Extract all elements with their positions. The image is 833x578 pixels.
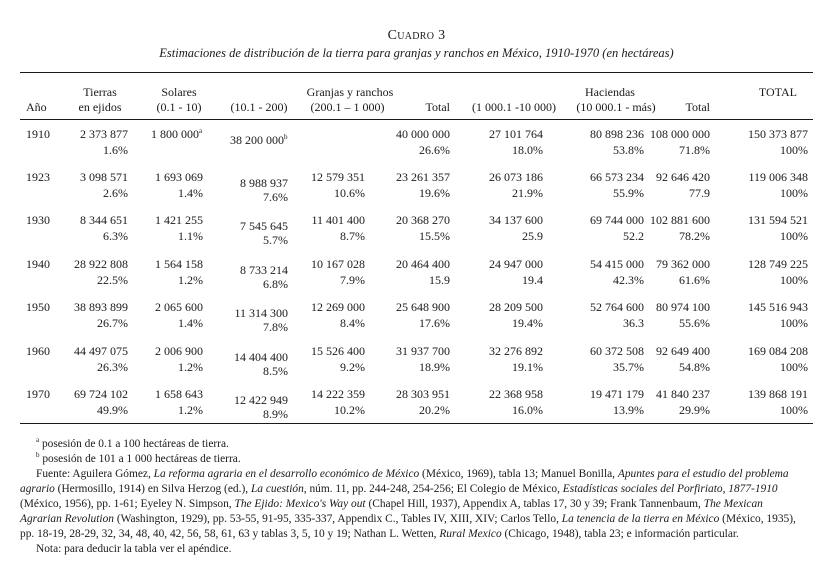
source-line-2 (20, 482, 820, 497)
cell-year: 1970 (26, 387, 50, 401)
footnote-b-mark: b (36, 451, 40, 460)
cell-h2-percent: 36.3 (623, 316, 644, 330)
top-rule (20, 72, 813, 73)
cell-h1-percent: 19.4% (512, 316, 543, 330)
header-solares-line2: (0.1 - 10) (156, 100, 202, 114)
cell-ejidos: 2 373 877 (80, 127, 128, 141)
cell-h1: 24 947 000 (489, 257, 543, 271)
cell-solares-percent: 1.1% (178, 229, 203, 243)
cell-ejidos: 44 497 075 (74, 344, 128, 358)
cell-g1-percent: 7.8% (263, 320, 288, 334)
cell-gt-percent: 26.6% (419, 143, 450, 157)
cell-solares-percent: 1.2% (178, 360, 203, 374)
cell-h1-percent: 16.0% (512, 403, 543, 417)
cell-g2-percent: 7.9% (340, 273, 365, 287)
cell-ht: 92 646 420 (656, 170, 710, 184)
source-title: Estadísticas sociales del Porfiriato, 1877-1910 (562, 483, 778, 495)
cell-gt: 28 303 951 (396, 387, 450, 401)
source-text: Fuente: Aguilera Gómez, (36, 468, 154, 480)
cell-h1-percent: 21.9% (512, 186, 543, 200)
bottom-rule (20, 423, 813, 424)
source-text: (Chicago, 1948), tabla 23; e información particular. (501, 528, 739, 540)
source-text: (Chapel Hill, 1937), Appendix A, tablas 17, 30 y 39; Frank Tannenbaum, (365, 498, 704, 510)
cell-h2-percent: 53.8% (613, 143, 644, 157)
cell-gt-percent: 17.6% (419, 316, 450, 330)
cell-g1: 12 422 949 (234, 393, 288, 407)
cell-g1: 8 733 214 (240, 263, 288, 277)
header-haciendas-1000-10000: (1 000.1 -10 000) (472, 100, 556, 114)
source-line-3 (20, 497, 820, 512)
cell-gt: 23 261 357 (396, 170, 450, 184)
cell-h2: 66 573 234 (590, 170, 644, 184)
cell-ht-percent: 77.9 (689, 186, 710, 200)
header-granjas-200-1000: (200.1 – 1 000) (310, 100, 385, 114)
cell-ejidos: 69 724 102 (74, 387, 128, 401)
cell-gt: 40 000 000 (396, 127, 450, 141)
cell-gt-percent: 15.5% (419, 229, 450, 243)
cell-g1-percent: 5.7% (263, 233, 288, 247)
table-notes (20, 437, 820, 557)
cell-h1: 32 276 892 (489, 344, 543, 358)
cell-h2-percent: 35.7% (613, 360, 644, 374)
cell-tot-percent: 100% (780, 229, 808, 243)
footnote-marker-wrap (199, 127, 202, 141)
cell-tot: 150 373 877 (748, 127, 808, 141)
cell-tot: 145 516 943 (748, 300, 808, 314)
cell-g1-percent: 8.5% (263, 364, 288, 378)
cell-h2: 19 471 179 (590, 387, 644, 401)
cell-gt-percent: 20.2% (419, 403, 450, 417)
cell-ht-percent: 29.9% (679, 403, 710, 417)
cell-ejidos: 38 893 899 (74, 300, 128, 314)
cell-gt-percent: 19.6% (419, 186, 450, 200)
source-text: (México, 1935), (719, 513, 796, 525)
cell-ejidos-percent: 26.3% (97, 360, 128, 374)
source-text: (México, 1956), pp. 1-61; Eyeley N. Simpson, (20, 498, 235, 510)
cell-ht-percent: 54.8% (679, 360, 710, 374)
cell-solares: 1 564 158 (155, 257, 203, 271)
cell-tot-percent: 100% (780, 316, 808, 330)
source-title: Apuntes para el estudio del problema (617, 468, 789, 480)
cell-h2-percent: 42.3% (613, 273, 644, 287)
cell-year: 1910 (26, 127, 50, 141)
header-year: Año (26, 100, 47, 114)
cell-gt: 20 368 270 (396, 213, 450, 227)
source-text: (México, 1969), tabla 13; Manuel Bonilla, (419, 468, 618, 480)
cell-g1: 14 404 400 (234, 350, 288, 364)
cell-ejidos-percent: 22.5% (97, 273, 128, 287)
cell-ejidos-percent: 2.6% (103, 186, 128, 200)
cell-year: 1960 (26, 344, 50, 358)
header-haciendas-10000-mas: (10 000.1 - más) (576, 100, 656, 114)
cell-ht-percent: 55.6% (679, 316, 710, 330)
cell-ejidos-percent: 6.3% (103, 229, 128, 243)
header-ejidos-line2: en ejidos (78, 100, 122, 114)
cell-ejidos: 3 098 571 (80, 170, 128, 184)
cell-ht: 80 974 100 (656, 300, 710, 314)
cell-h2: 60 372 508 (590, 344, 644, 358)
footnote-b-text: posesión de 101 a 1 000 hectáreas de tierra. (39, 453, 241, 465)
cell-h2-percent: 52.2 (623, 229, 644, 243)
cell-g1-percent: 8.9% (263, 407, 288, 421)
cell-h2-percent: 13.9% (613, 403, 644, 417)
cell-solares-percent: 1.2% (178, 273, 203, 287)
cell-g2-percent: 8.4% (340, 316, 365, 330)
cell-gt: 25 648 900 (396, 300, 450, 314)
cell-tot: 119 006 348 (748, 170, 808, 184)
cell-h2: 80 898 236 (590, 127, 644, 141)
cell-solares: 1 421 255 (155, 213, 203, 227)
cell-h1: 34 137 600 (489, 213, 543, 227)
source-title: Rural Mexico (439, 528, 502, 540)
cell-g1-percent: 7.6% (263, 190, 288, 204)
cell-g2: 11 401 400 (311, 213, 365, 227)
footnote-marker-wrap (284, 133, 288, 147)
cell-g2: 15 526 400 (311, 344, 365, 358)
cell-solares-percent: 1.4% (178, 186, 203, 200)
header-rule (20, 119, 813, 120)
cell-h2-percent: 55.9% (613, 186, 644, 200)
cell-year: 1950 (26, 300, 50, 314)
footnote-a (20, 437, 820, 452)
source-title: The Ejido: Mexico's Way out (234, 498, 366, 510)
header-total: TOTAL (758, 85, 797, 99)
source-line-5 (20, 527, 820, 542)
header-granjas-10-200: (10.1 - 200) (230, 100, 288, 114)
table-note: Nota: para deducir la tabla ver el apéndice. (36, 543, 232, 555)
cell-ht: 108 000 000 (650, 127, 710, 141)
cell-ht: 92 649 400 (656, 344, 710, 358)
cell-g1: 8 988 937 (240, 176, 288, 190)
cell-g2-percent: 9.2% (340, 360, 365, 374)
footnote-b (20, 452, 820, 467)
cell-gt-percent: 18.9% (419, 360, 450, 374)
header-granjas-total: Total (425, 100, 450, 114)
cell-ht-percent: 78.2% (679, 229, 710, 243)
cell-h2: 54 415 000 (590, 257, 644, 271)
cell-g2-percent: 10.6% (334, 186, 365, 200)
cell-g2: 12 579 351 (311, 170, 365, 184)
cell-g2: 14 222 359 (311, 387, 365, 401)
cell-h1: 22 368 958 (489, 387, 543, 401)
footnote-marker: a (199, 127, 203, 135)
source-title: La tenencia de la tierra en México (561, 513, 720, 525)
cell-h1-percent: 19.1% (512, 360, 543, 374)
source-title: Agrarian Revolution (20, 513, 114, 525)
footnote-a-mark: a (36, 436, 40, 445)
cell-ht-percent: 71.8% (679, 143, 710, 157)
cell-solares: 1 658 643 (155, 387, 203, 401)
footnote-marker: b (284, 133, 288, 141)
cell-h1: 28 209 500 (489, 300, 543, 314)
cell-solares: 1 800 000 (151, 127, 199, 141)
cell-ejidos: 28 922 808 (74, 257, 128, 271)
cell-h1-percent: 19.4 (522, 273, 543, 287)
cell-g2: 10 167 028 (311, 257, 365, 271)
cell-tot: 139 868 191 (748, 387, 808, 401)
table-number: Cuadro 3 (387, 28, 446, 43)
cell-year: 1940 (26, 257, 50, 271)
cell-solares-percent: 1.2% (178, 403, 203, 417)
header-ejidos-line1: Tierras (83, 85, 117, 99)
cell-tot-percent: 100% (780, 143, 808, 157)
cell-ejidos: 8 344 651 (80, 213, 128, 227)
cell-ht: 102 881 600 (650, 213, 710, 227)
cell-solares: 1 693 069 (155, 170, 203, 184)
cell-solares: 2 006 900 (155, 344, 203, 358)
cell-tot: 131 594 521 (748, 213, 808, 227)
header-granjas-group: Granjas y ranchos (306, 85, 394, 99)
cell-ejidos-percent: 1.6% (103, 143, 128, 157)
source-text: pp. 18-19, 28-29, 32, 34, 48, 40, 42, 56, 58, 61, 63 y tablas 3, 5, 10 y 19; Nathan L. Wetten, (20, 528, 440, 540)
cell-g1: 7 545 645 (240, 219, 288, 233)
cell-h1-percent: 25.9 (522, 229, 543, 243)
cell-year: 1930 (26, 213, 50, 227)
cell-g2-percent: 8.7% (340, 229, 365, 243)
header-haciendas-group: Haciendas (585, 85, 635, 99)
cell-ejidos-percent: 49.9% (97, 403, 128, 417)
cell-tot-percent: 100% (780, 360, 808, 374)
cell-tot: 169 084 208 (748, 344, 808, 358)
cell-gt-percent: 15.9 (429, 273, 450, 287)
cell-g1: 38 200 000 (230, 133, 284, 147)
cell-year: 1923 (26, 170, 50, 184)
cell-h1: 27 101 764 (489, 127, 543, 141)
cell-ht: 79 362 000 (656, 257, 710, 271)
cell-g2: 12 269 000 (311, 300, 365, 314)
cell-gt: 31 937 700 (396, 344, 450, 358)
cell-tot: 128 749 225 (748, 257, 808, 271)
cell-ht: 41 840 237 (656, 387, 710, 401)
source-title: La cuestión (250, 483, 304, 495)
cell-gt: 20 464 400 (396, 257, 450, 271)
cell-solares: 2 065 600 (155, 300, 203, 314)
cell-g2-percent: 10.2% (334, 403, 365, 417)
cell-h2: 69 744 000 (590, 213, 644, 227)
source-title: The Mexican (703, 498, 763, 510)
footnote-a-text: posesión de 0.1 a 100 hectáreas de tierra. (39, 438, 229, 450)
cell-g1: 11 314 300 (234, 306, 288, 320)
source-title: agrario (20, 483, 55, 495)
source-title: La reforma agraria en el desarrollo económico de México (153, 468, 420, 480)
cell-h1: 26 073 186 (489, 170, 543, 184)
header-solares-line1: Solares (161, 85, 197, 99)
cell-ht-percent: 61.6% (679, 273, 710, 287)
table-title: Estimaciones de distribución de la tierra para granjas y ranchos en México, 1910-1970 (en hectáreas) (159, 46, 674, 60)
cell-h2: 52 764 600 (590, 300, 644, 314)
cell-ejidos-percent: 26.7% (97, 316, 128, 330)
cell-tot-percent: 100% (780, 403, 808, 417)
cell-tot-percent: 100% (780, 273, 808, 287)
header-haciendas-total: Total (685, 100, 710, 114)
cell-tot-percent: 100% (780, 186, 808, 200)
cell-solares-percent: 1.4% (178, 316, 203, 330)
source-text: , núm. 11, pp. 244-248, 254-256; El Colegio de México, (303, 483, 563, 495)
source-text: (Washington, 1929), pp. 53-55, 91-95, 335-337, Appendix C., Tables IV, XIII, XIV; Carlos Tello, (113, 513, 562, 525)
source-line-4 (20, 512, 820, 527)
cell-g1-percent: 6.8% (263, 277, 288, 291)
cell-h1-percent: 18.0% (512, 143, 543, 157)
source-line-1 (20, 467, 820, 482)
source-text: (Hermosillo, 1914) en Silva Herzog (ed.), (54, 483, 251, 495)
